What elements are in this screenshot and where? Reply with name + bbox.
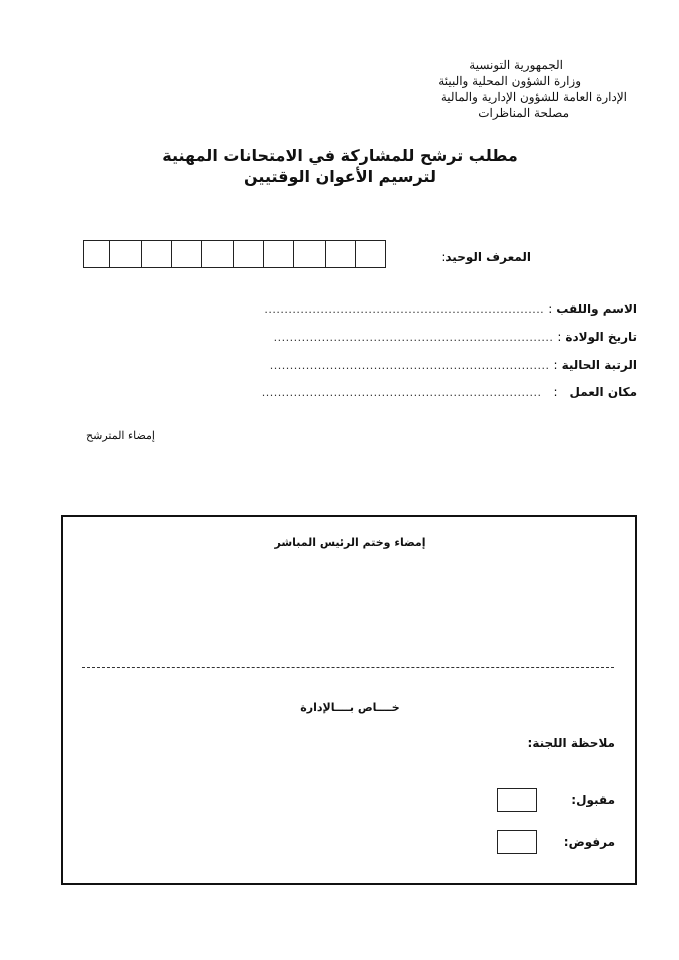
identifier-colon: : [441,250,446,264]
rejected-label: مرفوض: [563,835,615,849]
identifier-digit-box[interactable] [293,240,326,268]
supervisor-signature-title: إمضاء وختم الرئيس المباشر [274,536,426,549]
field-grade-label: الرتبة الحالية [561,358,637,372]
header-service: مصلحة المناظرات [478,106,569,120]
rejected-checkbox[interactable] [497,830,537,854]
identifier-digit-box[interactable] [201,240,234,268]
field-name-colon: : [548,302,553,316]
identifier-digit-box[interactable] [233,240,264,268]
field-grade-row [270,358,637,372]
field-grade-input[interactable]: ...................................................................... [269,359,550,372]
identifier-boxes[interactable] [83,240,386,268]
candidate-signature-label: إمضاء المترشح [86,429,155,442]
title-line-1: مطلب ترشح للمشاركة في الامتحانات المهنية [162,146,518,165]
field-workplace-row [262,385,637,399]
field-name-input[interactable]: ...................................................................... [264,303,545,316]
field-birthdate-colon: : [557,330,562,344]
committee-note-label: ملاحظة اللجنة: [527,736,615,750]
header-directorate: الإدارة العامة للشؤون الإدارية والمالية [440,90,627,104]
field-birthdate-label: تاريخ الولادة [565,330,637,344]
identifier-label-group [441,246,531,265]
field-workplace-input[interactable]: ...................................................................... [261,386,542,399]
field-birthdate-input[interactable]: ...................................................................... [273,331,554,344]
field-name-row [264,302,637,316]
identifier-digit-box[interactable] [355,240,386,268]
field-name-label: الاسم واللقب [556,302,637,316]
identifier-digit-box[interactable] [83,240,110,268]
header-republic: الجمهورية التونسية [469,58,563,72]
identifier-digit-box[interactable] [325,240,356,268]
identifier-label: المعرف الوحيد [445,250,531,264]
identifier-digit-box[interactable] [171,240,202,268]
field-workplace-colon: : [553,385,558,399]
identifier-digit-box[interactable] [263,240,294,268]
field-grade-colon: : [553,358,558,372]
accepted-checkbox[interactable] [497,788,537,812]
accepted-label: مقبول: [571,793,615,807]
field-birthdate-row [274,330,637,344]
header-ministry: وزارة الشؤون المحلية والبيئة [438,74,581,88]
dashed-separator [82,667,614,668]
form-title [150,146,530,186]
ministry-header [329,57,627,121]
identifier-digit-box[interactable] [141,240,172,268]
accepted-row [497,788,615,812]
admin-section-title: خــــاص بــــالإدارة [300,701,400,714]
identifier-digit-box[interactable] [109,240,142,268]
field-workplace-label: مكان العمل [569,385,637,399]
title-line-2: لترسيم الأعوان الوقتيين [244,167,436,186]
rejected-row [497,830,615,854]
